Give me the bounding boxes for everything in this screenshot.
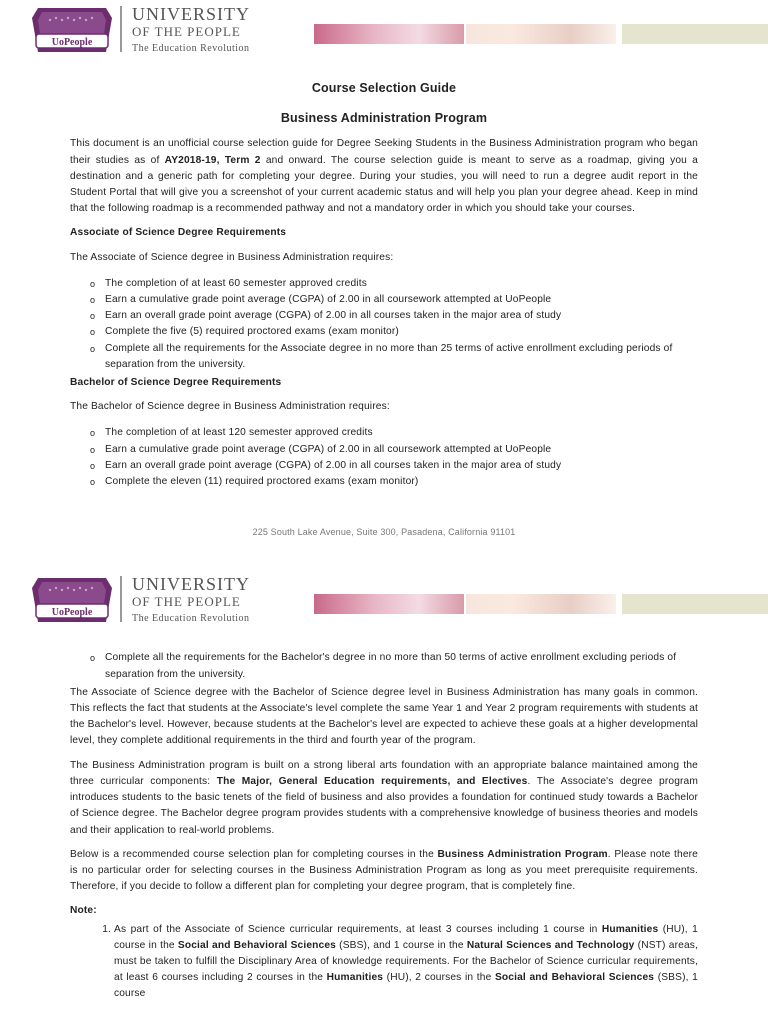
- degree-goals-paragraph: The Associate of Science degree with the Bachelor of Science degree level in Business Administration has many goals in common. This reflects the fact that students at the Associate's level complete the same Year 1 and Year 2 program requirements with students at the Bachelor's level. However, because students at the Bachelor's level are expected to achieve these goals at a higher developmental level, they complete additional requirements in the third and fourth year of the program.: [70, 686, 698, 747]
- brand-line-2: OF THE PEOPLE: [132, 24, 241, 39]
- brand-line-1: UNIVERSITY: [132, 574, 250, 595]
- list-item: o The completion of at least 60 semester approved credits: [90, 276, 698, 292]
- intro-paragraph: This document is an unofficial course selection guide for Degree Seeking Students in the Business Administration program who began their studies as of AY2018-19, Term 2 and onward. The course selection guide is meant to serve as a roadmap, giving you a destination and a generic path for completing your degree. During your studies, you will need to run a degree audit report in the Student Portal that will give you a screenshot of your current academic status and will help you plan your degree ahead. Keep in mind that the following roadmap is a recommended pathway and not a mandatory order in which you should take your courses.: [70, 138, 698, 215]
- page-2: [0, 570, 768, 1002]
- list-item: o Earn an overall grade point average (CGPA) of 2.00 in all courses taken in the major area of study: [90, 308, 698, 324]
- list-item: o Complete all the requirements for the Bachelor's degree in no more than 50 terms of active enrollment excluding periods of separation from the university.: [90, 650, 698, 682]
- document-title: Course Selection Guide: [311, 81, 457, 95]
- associate-heading: Associate of Science Degree Requirements: [70, 227, 287, 239]
- header-color-band: [622, 594, 768, 614]
- list-item: o Complete the five (5) required proctored exams (exam monitor): [90, 324, 698, 340]
- university-name: [132, 576, 250, 627]
- header-image-band-2: [466, 594, 616, 614]
- program-title: Business Administration Program: [280, 111, 488, 126]
- uopeople-logo: [30, 574, 114, 626]
- list-item: o Earn a cumulative grade point average (CGPA) of 2.00 in all coursework attempted at UoPeople: [90, 292, 698, 308]
- bachelor-requirements-list-continued: [70, 650, 698, 682]
- list-item: o The completion of at least 120 semester approved credits: [90, 425, 698, 441]
- list-item: 1. As part of the Associate of Science curricular requirements, at least 3 courses including 1 course in Humanities (HU), 1 course in the Social and Behavioral Sciences (SBS), and 1 course in the Natural Sciences and Technology (NST) areas, must be taken to fulfill the Disciplinary Area of knowledge requirements. For the Bachelor of Science curricular requirements, at least 6 courses including 2 courses in the Humanities (HU), 2 courses in the Social and Behavioral Sciences (SBS), 1 course: [114, 922, 698, 1003]
- header-image-band-1: [314, 594, 464, 614]
- program-foundation-paragraph: The Business Administration program is built on a strong liberal arts foundation with an appropriate balance maintained among the three curricular components: The Major, General Education requirements, and Electives. The Associate's degree program introduces students to the basic tenets of the field of business and also provides a foundation for continued study towards a Bachelor of Science degree. The Bachelor degree program provides students with a comprehensive knowledge of business theories and models and their application to real-world problems.: [70, 759, 699, 836]
- bachelor-requirements-list: [70, 425, 698, 490]
- page-header: [0, 0, 768, 62]
- header-image-band-1: [314, 24, 464, 44]
- selection-plan-paragraph: Below is a recommended course selection plan for completing courses in the Business Administration Program. Please note there is no particular order for selecting courses in the Business Administration Program as long as you meet prerequisite requirements. Therefore, if you decide to follow a different plan for completing your degree program, that is completely fine.: [70, 848, 698, 893]
- brand-tagline: The Education Revolution: [132, 43, 250, 54]
- university-name: [132, 6, 250, 57]
- list-item: o Earn a cumulative grade point average (CGPA) of 2.00 in all coursework attempted at UoPeople: [90, 442, 698, 458]
- list-item: o Earn an overall grade point average (CGPA) of 2.00 in all courses taken in the major area of study: [90, 458, 698, 474]
- list-item: o Complete the eleven (11) required proctored exams (exam monitor): [90, 474, 698, 490]
- bachelor-lead: The Bachelor of Science degree in Business Administration requires:: [70, 401, 390, 413]
- header-color-band: [622, 24, 768, 44]
- page-2-content: [0, 650, 768, 1002]
- brand-line-2: OF THE PEOPLE: [132, 594, 241, 610]
- header-divider: [120, 576, 122, 622]
- header-divider: [120, 6, 122, 52]
- logo-text: UoPeople: [51, 37, 93, 48]
- header-image-band-2: [466, 24, 616, 44]
- page-1-content: [0, 80, 768, 540]
- bachelor-heading: Bachelor of Science Degree Requirements: [70, 377, 282, 389]
- associate-lead: The Associate of Science degree in Business Administration requires:: [70, 251, 394, 263]
- brand-tagline: The Education Revolution: [132, 613, 250, 625]
- brand-line-1: UNIVERSITY: [132, 4, 250, 24]
- logo-text: UoPeople: [51, 607, 93, 619]
- page-footer-address: 225 South Lake Avenue, Suite 300, Pasadena, California 91101: [252, 527, 516, 538]
- uopeople-logo: [30, 4, 114, 56]
- associate-requirements-list: [70, 276, 698, 373]
- list-item: o Complete all the requirements for the Associate degree in no more than 25 terms of active enrollment excluding periods of separation from the university.: [90, 341, 698, 373]
- notes-list: [70, 922, 698, 1003]
- note-label: Note:: [70, 905, 97, 917]
- page-header: [0, 570, 768, 632]
